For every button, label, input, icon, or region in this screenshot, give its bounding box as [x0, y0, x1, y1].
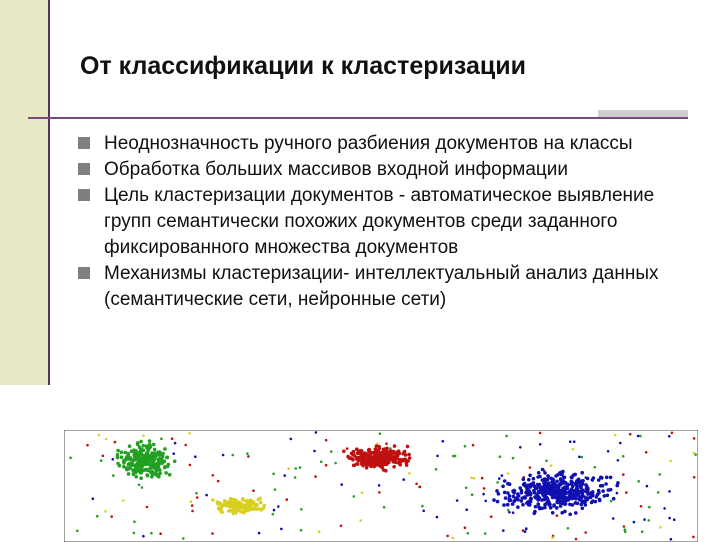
slide-title: От классификации к кластеризации: [80, 52, 526, 80]
bullet-text: Цель кластеризации документов - автоматическое выявление групп семантически похожих документов среди заданного фиксированного множества документов: [104, 185, 655, 258]
bullet-item: [78, 157, 698, 183]
sidebar-divider: [48, 0, 50, 385]
title-underline: [28, 117, 688, 119]
bullet-list: [78, 131, 698, 313]
bullet-text: Механизмы кластеризации- интеллектуальный анализ данных (семантические сети, нейронные сети): [104, 263, 659, 310]
bullet-text: Обработка больших массивов входной информации: [104, 159, 568, 180]
title-rule-accent: [598, 110, 688, 117]
bullet-item: [78, 261, 698, 313]
sidebar-accent-band: [0, 0, 48, 385]
bullet-item: [78, 183, 698, 261]
cluster-scatter-image: [64, 430, 698, 542]
bullet-square-icon: [78, 267, 90, 279]
bullet-square-icon: [78, 137, 90, 149]
bullet-square-icon: [78, 163, 90, 175]
bullet-text: Неоднозначность ручного разбиения документов на классы: [104, 133, 633, 154]
bullet-item: [78, 131, 698, 157]
bullet-square-icon: [78, 189, 90, 201]
